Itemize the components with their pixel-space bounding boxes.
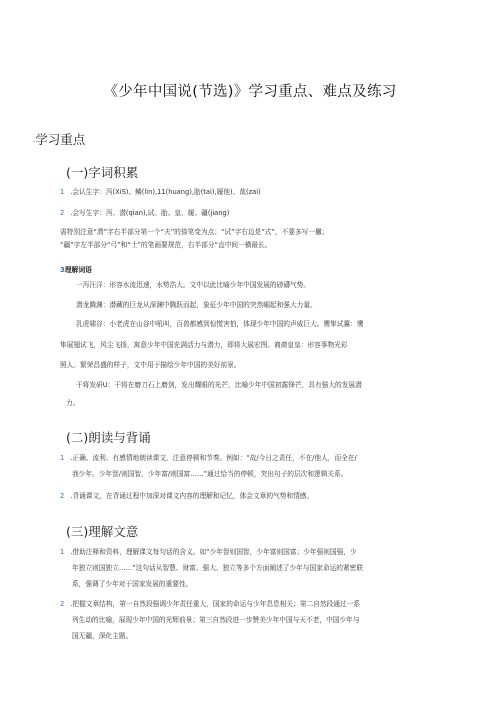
part1-item-2	[60, 207, 460, 220]
item-text: .会写生字：泻、潜(qian),试、胎、皇、履、疆(jiang)	[70, 209, 230, 217]
definition-line: 干将发研U：干将在磨刀石上磨剑，发出耀眼的光芒，比喻少年中国初露锋芒，具有强大的发展潜	[76, 380, 362, 389]
page-title: 《少年中国说(节选)》学习重点、难点及练习	[103, 84, 397, 100]
part2-item-1	[60, 452, 460, 481]
part2-heading: (二)朗读与背诵	[66, 430, 151, 445]
note-line: “疆”字左半部分“弓”和“土”的笔画要规范，右半部分“直中间一横最长。	[60, 241, 272, 249]
definition-item: 一泻汪洋：形容水流迅速，水势浩大。文中以此比喻少年中国发展的磅礴气势。	[76, 281, 311, 289]
item-number: 2	[60, 209, 65, 217]
item-number: 2	[60, 600, 65, 608]
definition-line: 力。	[66, 399, 80, 407]
writing-note	[60, 226, 460, 252]
part1-item-1	[60, 186, 460, 199]
item-text-cont: 年独立则国独立……”这句话从智慧、财富、强大、独立等多个方面阐述了少年与国家命运的紧密联	[72, 564, 364, 572]
item-text: .正确、流利、有感情地朗读课文，注意停顿和节奏。例如：“故/今日之责任，不在/他人，而全在/	[70, 454, 357, 462]
definition-line: 照人、繁荣昌盛的样子，文中用于描绘少年中国的美好前景。	[60, 361, 241, 369]
sub-number: 3	[60, 266, 65, 274]
sub-label: 理解词语	[64, 266, 92, 274]
part2-item-2	[60, 490, 460, 503]
item-text-cont: 列生动的比喻，展现少年中国的光辉前景；第三自然段进一步赞美少年中国与天不老，中国少年与	[72, 616, 360, 624]
item-text-cont: 系，强调了少年对于国家发展的重要性。	[72, 580, 193, 588]
definition-item: 潜龙腾渊：潜藏的巨龙从深渊中腾跃而起，象征少年中国的突然崛起和强大力量。	[76, 300, 317, 309]
item-text: .会认生字：泻(XiS)、鳞(lin),11(huang),胎(tai),履他)、哉(zai)	[70, 188, 261, 196]
section-heading-key-points	[32, 130, 85, 148]
item-text: .借助注释和资料，理解课文每句话的含义。如“少年智则国智，少年富则国富；少年强则国强，少	[70, 548, 357, 556]
item-number: 1	[60, 188, 65, 196]
part3-item-1	[60, 546, 460, 591]
part1-heading: (一)字词积累	[66, 165, 139, 180]
part3-item-2	[60, 598, 460, 643]
definition-item	[66, 378, 466, 411]
definition-item	[60, 317, 466, 373]
item-number: 1	[60, 454, 65, 462]
section-marker: -	[32, 137, 36, 147]
definition-line: 乳虎啸谷：小老虎在山谷中吼叫，百兽都感到惊慌害怕，体现少年中国的声威巨大。鹰隼试翼：鹰	[76, 320, 364, 328]
vocab-subheading	[60, 264, 92, 274]
item-text-cont: 我少年。少年智/则国智，少年富/则国富……”通过恰当的停顿，突出句子的层次和逻辑关系。	[72, 470, 348, 478]
item-text: .背诵课文，在背诵过程中加深对课文内容的理解和记忆，体会文章的气势和情感。	[70, 492, 314, 500]
definition-line: 隼展翅试飞，风尘飞扬，寓意少年中国充满活力与潜力，即将大展宏图。裔裔皇皇：形容事物光彩	[60, 340, 348, 349]
item-text-cont: 国无疆，深化主题。	[72, 632, 133, 640]
section-heading-text: 学习重点	[35, 132, 86, 147]
note-line: 需特别注意“潜”字右半部分第一个“夫”的捺笔变为点；“试”字右边是“式”，不要多写一撇；	[60, 228, 329, 236]
item-number: 2	[60, 492, 65, 500]
part3-heading: (三)理解文意	[66, 524, 139, 539]
item-text: .把握文章结构，第一自然段强调少年责任重大，国家的命运与少年息息相关；第二自然段通过一系	[70, 600, 360, 608]
item-number: 1	[60, 548, 65, 556]
definition-list	[60, 278, 466, 416]
